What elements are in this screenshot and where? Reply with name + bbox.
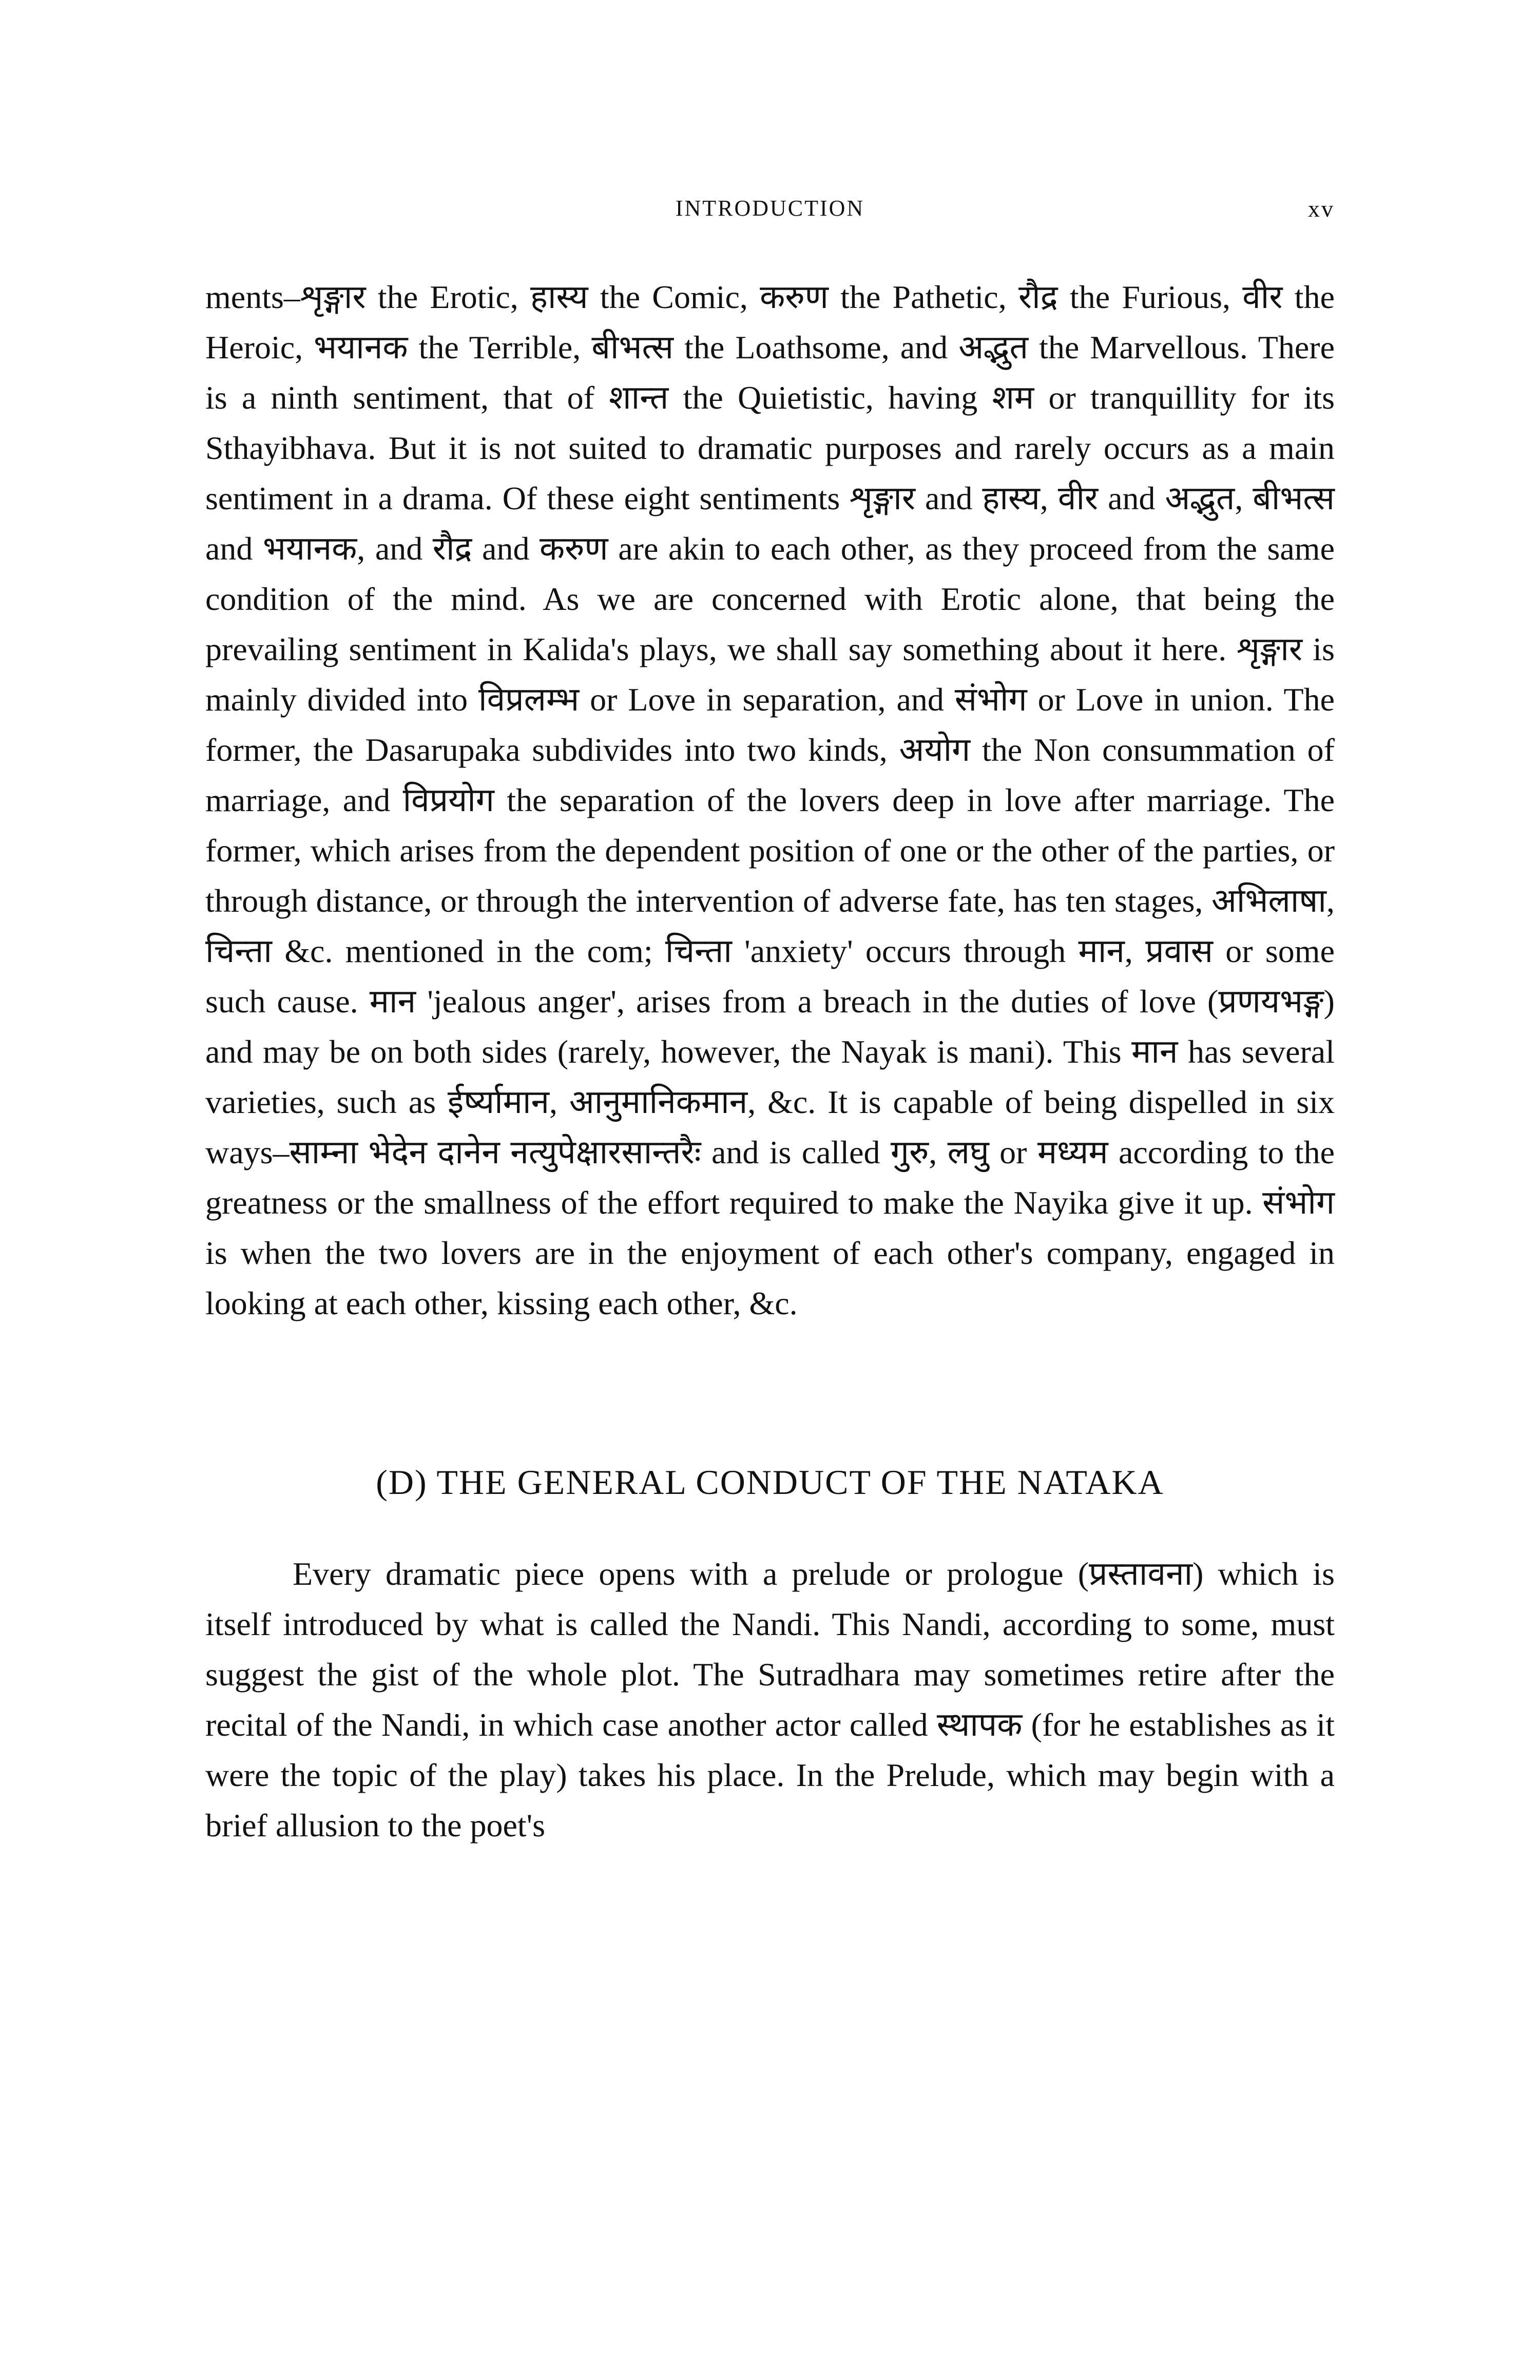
paragraph-general-conduct: Every dramatic piece opens with a prelude or prologue (प्रस्तावना) which is itself introduced by what is called the Nandi. This Nandi, according to some, must suggest the gist of the whole plot. The Sutradhara may sometimes retire after the recital of the Nandi, in which case another actor called स्थापक (for he establishes as it were the topic of the play) takes his place. In the Prelude, which may begin with a brief allusion to the poet's [205,1556,1335,1844]
paragraph-sentiments: ments–शृङ्गार the Erotic, हास्य the Comic, करुण the Pathetic, रौद्र the Furious, वीर the Heroic, भयानक the Terrible, बीभत्स the Loathsome, and अद्भुत the Marvellous. There is a ninth sentiment, that of शान्त the Quietistic, having शम or tranquillity for its Sthayibhava. But it is not suited to dramatic purposes and rarely occurs as a main sentiment in a drama. Of these eight sentiments शृङ्गार and हास्य, वीर and अद्भुत, बीभत्स and भयानक, and रौद्र and करुण are akin to each other, as they proceed from the same condition of the mind. As we are concerned with Erotic alone, that being the prevailing sentiment in Kalida's plays, we shall say something about it here. शृङ्गार is mainly divided into विप्रलम्भ or Love in separation, and संभोग or Love in union. The former, the Dasarupaka subdivides into two kinds, अयोग the Non consummation of marriage, and विप्रयोग the separation of the lovers deep in love after marriage. The former, which arises from the dependent position of one or the other of the parties, or through distance, or through the intervention of adverse fate, has ten stages, अभिलाषा, चिन्ता &c. mentioned in the com; चिन्ता 'anxiety' occurs through मान, प्रवास or some such cause. मान 'jealous anger', arises from a breach in the duties of love (प्रणयभङ्ग) and may be on both sides (rarely, however, the Nayak is mani). This मान has several varieties, such as ईर्ष्यामान, आनुमानिकमान, &c. It is capable of being dispelled in six ways–साम्ना भेदेन दानेन नत्युपेक्षारसान्तरैः and is called गुरु, लघु or मध्यम according to the greatness or the smallness of the effort required to make the Nayika give it up. संभोग is when the two lovers are in the enjoyment of each other's company, engaged in looking at each other, kissing each other, &c. [205,279,1335,1321]
book-page [205,195,1335,1851]
running-head [205,195,1335,231]
section-heading: (D) THE GENERAL CONDUCT OF THE NATAKA [376,1463,1164,1502]
page-number: xv [1308,196,1335,222]
running-head-title: INTRODUCTION [675,196,865,221]
